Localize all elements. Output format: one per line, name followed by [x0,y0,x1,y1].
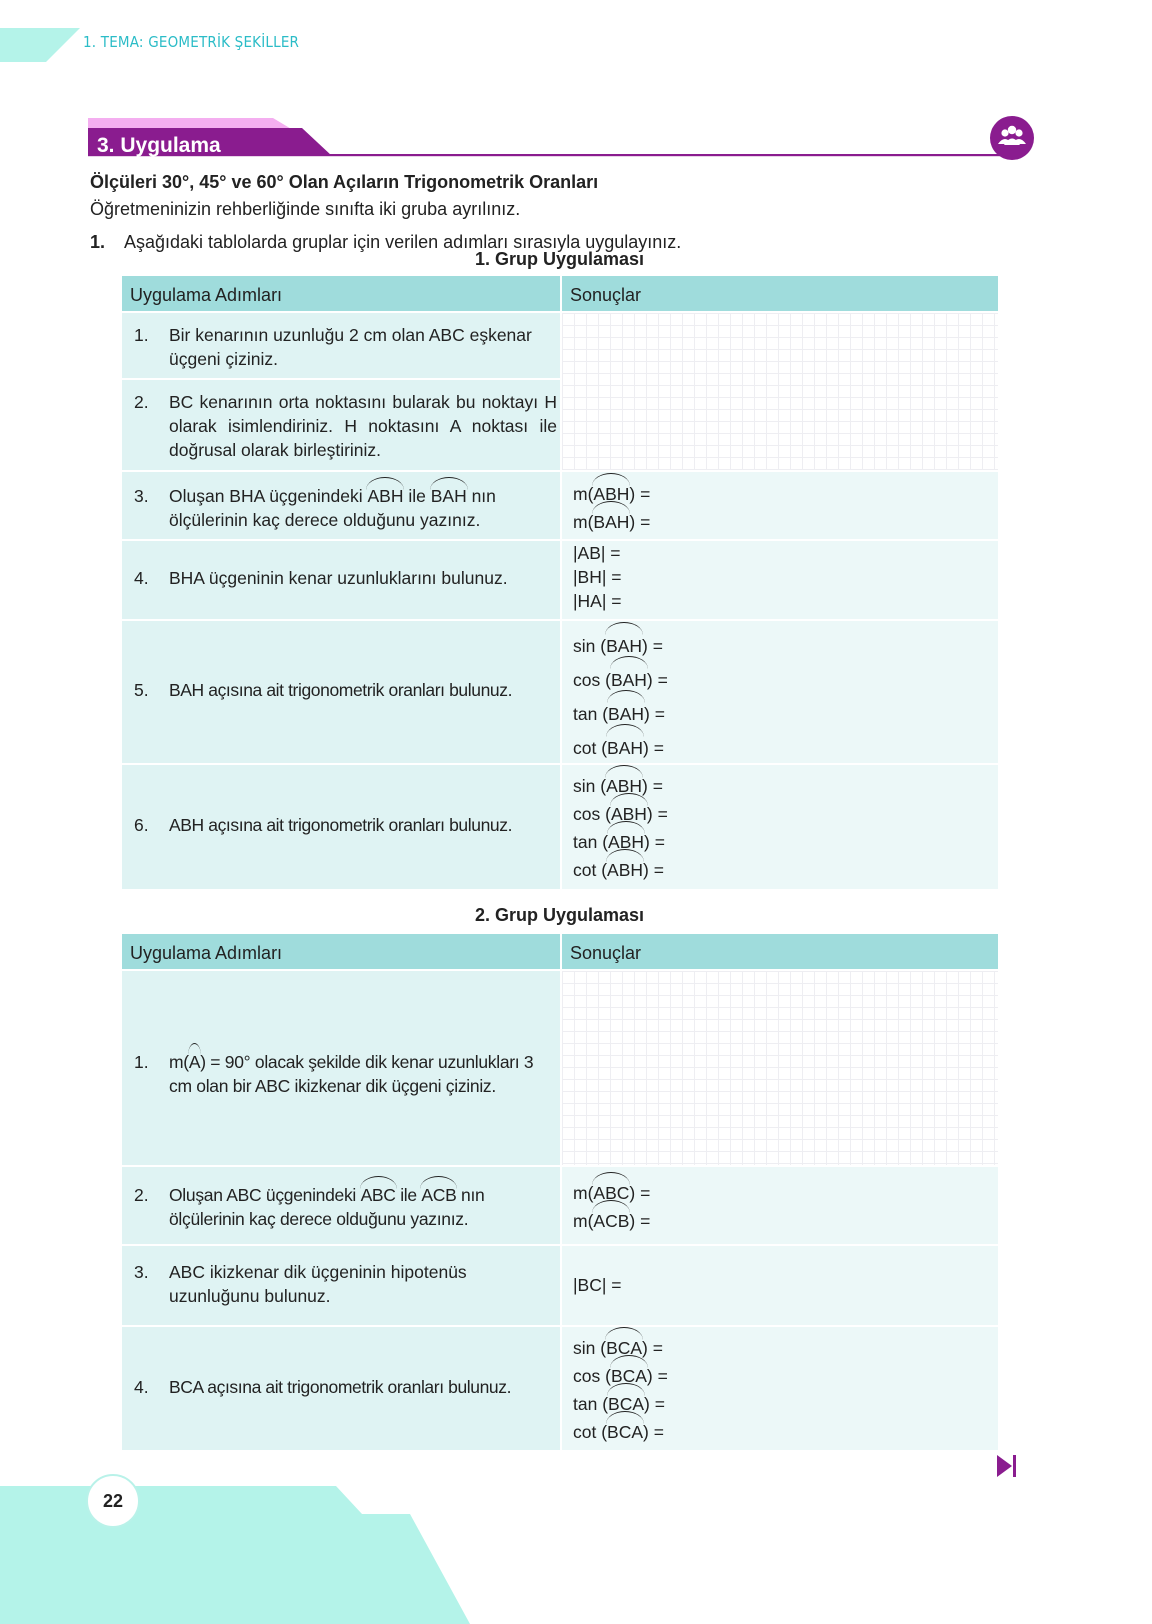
table-row [122,313,560,378]
table-row [122,472,560,539]
row-text: ABH açısına ait trigonometrik oranları bulunuz. [169,815,513,835]
angle-label: ACB [593,1207,629,1235]
table-row [122,1167,560,1244]
angle-label: ABH [607,856,643,884]
footer-band [0,1486,470,1624]
page-number: 22 [102,1491,124,1511]
text-part: nın ölçülerinin kaç derece olduğunu yazınız. [169,1185,485,1229]
theme-label: 1. TEMA: [83,33,144,51]
angle-label: BAH [606,629,642,663]
result-lines [573,772,668,884]
angle-label: BCA [611,1362,647,1390]
activity-subtitle: Ölçüleri 30°, 45° ve 60° Olan Açıların Trigonometrik Oranları [90,172,599,192]
text-part: Oluşan ABC üçgenindeki [169,1185,356,1205]
banner-title: 3. Uygulama [97,134,221,157]
result-line: |BC| = [573,1275,622,1295]
result-lines [573,1271,621,1299]
group1-title: 1. Grup Uygulaması [475,249,645,269]
result-line: m(ABC) = [573,1179,650,1207]
angle-label: ABH [611,800,647,828]
angle-label: BAH [430,486,467,506]
angle-label: ABH [367,486,404,506]
step-text: Aşağıdaki tablolarda gruplar için verilen adımları sırasıyla uygulayınız. [124,232,682,252]
result-line: cot (BAH) = [573,731,668,765]
group1-header-results: Sonuçlar [562,276,998,311]
result-line: |HA| = [573,591,622,611]
row-text [169,1050,557,1098]
row-text: BHA üçgeninin kenar uzunluklarını bulunuz. [169,568,508,588]
angle-label: ABH [593,480,629,508]
table-row [122,1327,560,1450]
angle-label: BAH [607,731,643,765]
row-number: 3. [134,1262,149,1282]
result-line: m(BAH) = [573,508,650,536]
row-text [169,484,557,532]
result-line: tan (ABH) = [573,828,668,856]
result-cell[interactable] [562,765,998,889]
result-line: cot (ABH) = [573,856,668,884]
group2-title: 2. Grup Uygulaması [475,905,645,925]
row-number: 1. [134,325,149,345]
angle-label: BCA [607,1418,643,1446]
angle-label: ACB [421,1185,457,1205]
table-row [122,541,560,619]
angle-label: BAH [611,663,647,697]
header-band [0,28,80,62]
row-number: 5. [134,680,149,700]
text-part: Oluşan BHA üçgenindeki [169,486,363,506]
row-text: BC kenarının orta noktasını bularak bu noktayı H olarak isimlendiriniz. H noktasını A noktası ile doğrusal olarak birleştiriniz. [169,392,557,460]
result-line: m(ABH) = [573,480,650,508]
text-part: m( [169,1052,189,1072]
result-line: tan (BAH) = [573,697,668,731]
row-text: Bir kenarının uzunluğu 2 cm olan ABC eşkenar üçgeni çiziniz. [169,325,532,369]
result-lines [573,541,621,613]
result-line: tan (BCA) = [573,1390,668,1418]
result-cell[interactable] [562,1327,998,1450]
group1-header-steps: Uygulama Adımları [122,276,560,311]
result-line: cos (BAH) = [573,663,668,697]
result-cell[interactable] [562,1246,998,1325]
result-line: sin (ABH) = [573,772,668,800]
group2-header-steps: Uygulama Adımları [122,934,560,969]
row-text: BAH açısına ait trigonometrik oranları bulunuz. [169,680,513,700]
table-row [122,1246,560,1325]
next-page-arrow-icon[interactable] [997,1454,1019,1478]
text-part: ile [400,1185,417,1205]
theme-name: GEOMETRİK ŞEKİLLER [148,33,300,51]
row-number: 6. [134,815,149,835]
activity-intro: Öğretmeninizin rehberliğinde sınıfta iki gruba ayrılınız. [90,199,521,219]
result-line: cos (BCA) = [573,1362,668,1390]
drawing-grid[interactable] [562,313,998,470]
table-row [122,621,560,763]
angle-label: A [188,1052,201,1072]
angle-label: ABH [608,828,644,856]
angle-label: BAH [593,508,629,536]
table-row [122,765,560,889]
result-lines [573,1179,650,1235]
result-cell[interactable] [562,1167,998,1244]
table-row [122,380,560,470]
result-line: cos (ABH) = [573,800,668,828]
angle-label: ABC [360,1185,396,1205]
section-banner [88,118,1033,163]
angle-label: BCA [608,1390,644,1418]
result-cell[interactable] [562,472,998,539]
group2-header-results: Sonuçlar [562,934,998,969]
result-line: sin (BAH) = [573,629,668,663]
group-people-icon [990,116,1034,160]
text-part: ile [408,486,426,506]
result-cell[interactable] [562,541,998,619]
row-number: 2. [134,392,149,412]
table-row [122,971,560,1165]
row-text: BCA açısına ait trigonometrik oranları bulunuz. [169,1377,512,1397]
row-number: 4. [134,1377,149,1397]
result-line: m(ACB) = [573,1207,650,1235]
result-lines [573,480,650,536]
result-lines [573,1334,668,1446]
angle-label: BAH [608,697,644,731]
step-number: 1. [90,232,106,252]
result-line: cot (BCA) = [573,1418,668,1446]
angle-label: ABH [606,772,642,800]
drawing-grid[interactable] [562,971,998,1165]
row-text: ABC ikizkenar dik üçgeninin hipotenüs uzunluğunu bulunuz. [169,1262,467,1306]
result-line: |AB| = [573,543,621,563]
row-text [169,1183,557,1231]
text-part: nın ölçülerinin kaç derece olduğunu yazınız. [169,486,496,530]
result-lines [573,629,668,765]
result-line: |BH| = [573,567,622,587]
result-line: sin (BCA) = [573,1334,668,1362]
row-number: 4. [134,568,149,588]
row-number: 3. [134,486,149,506]
row-number: 1. [134,1052,149,1072]
angle-label: ABC [593,1179,629,1207]
chapter-header [83,33,299,51]
text-part: ) = 90° olacak şekilde dik kenar uzunlukları 3 cm olan bir ABC ikizkenar dik üçgeni çiziniz. [169,1052,534,1096]
row-number: 2. [134,1185,149,1205]
angle-label: BCA [606,1334,642,1362]
result-cell[interactable] [562,621,998,763]
